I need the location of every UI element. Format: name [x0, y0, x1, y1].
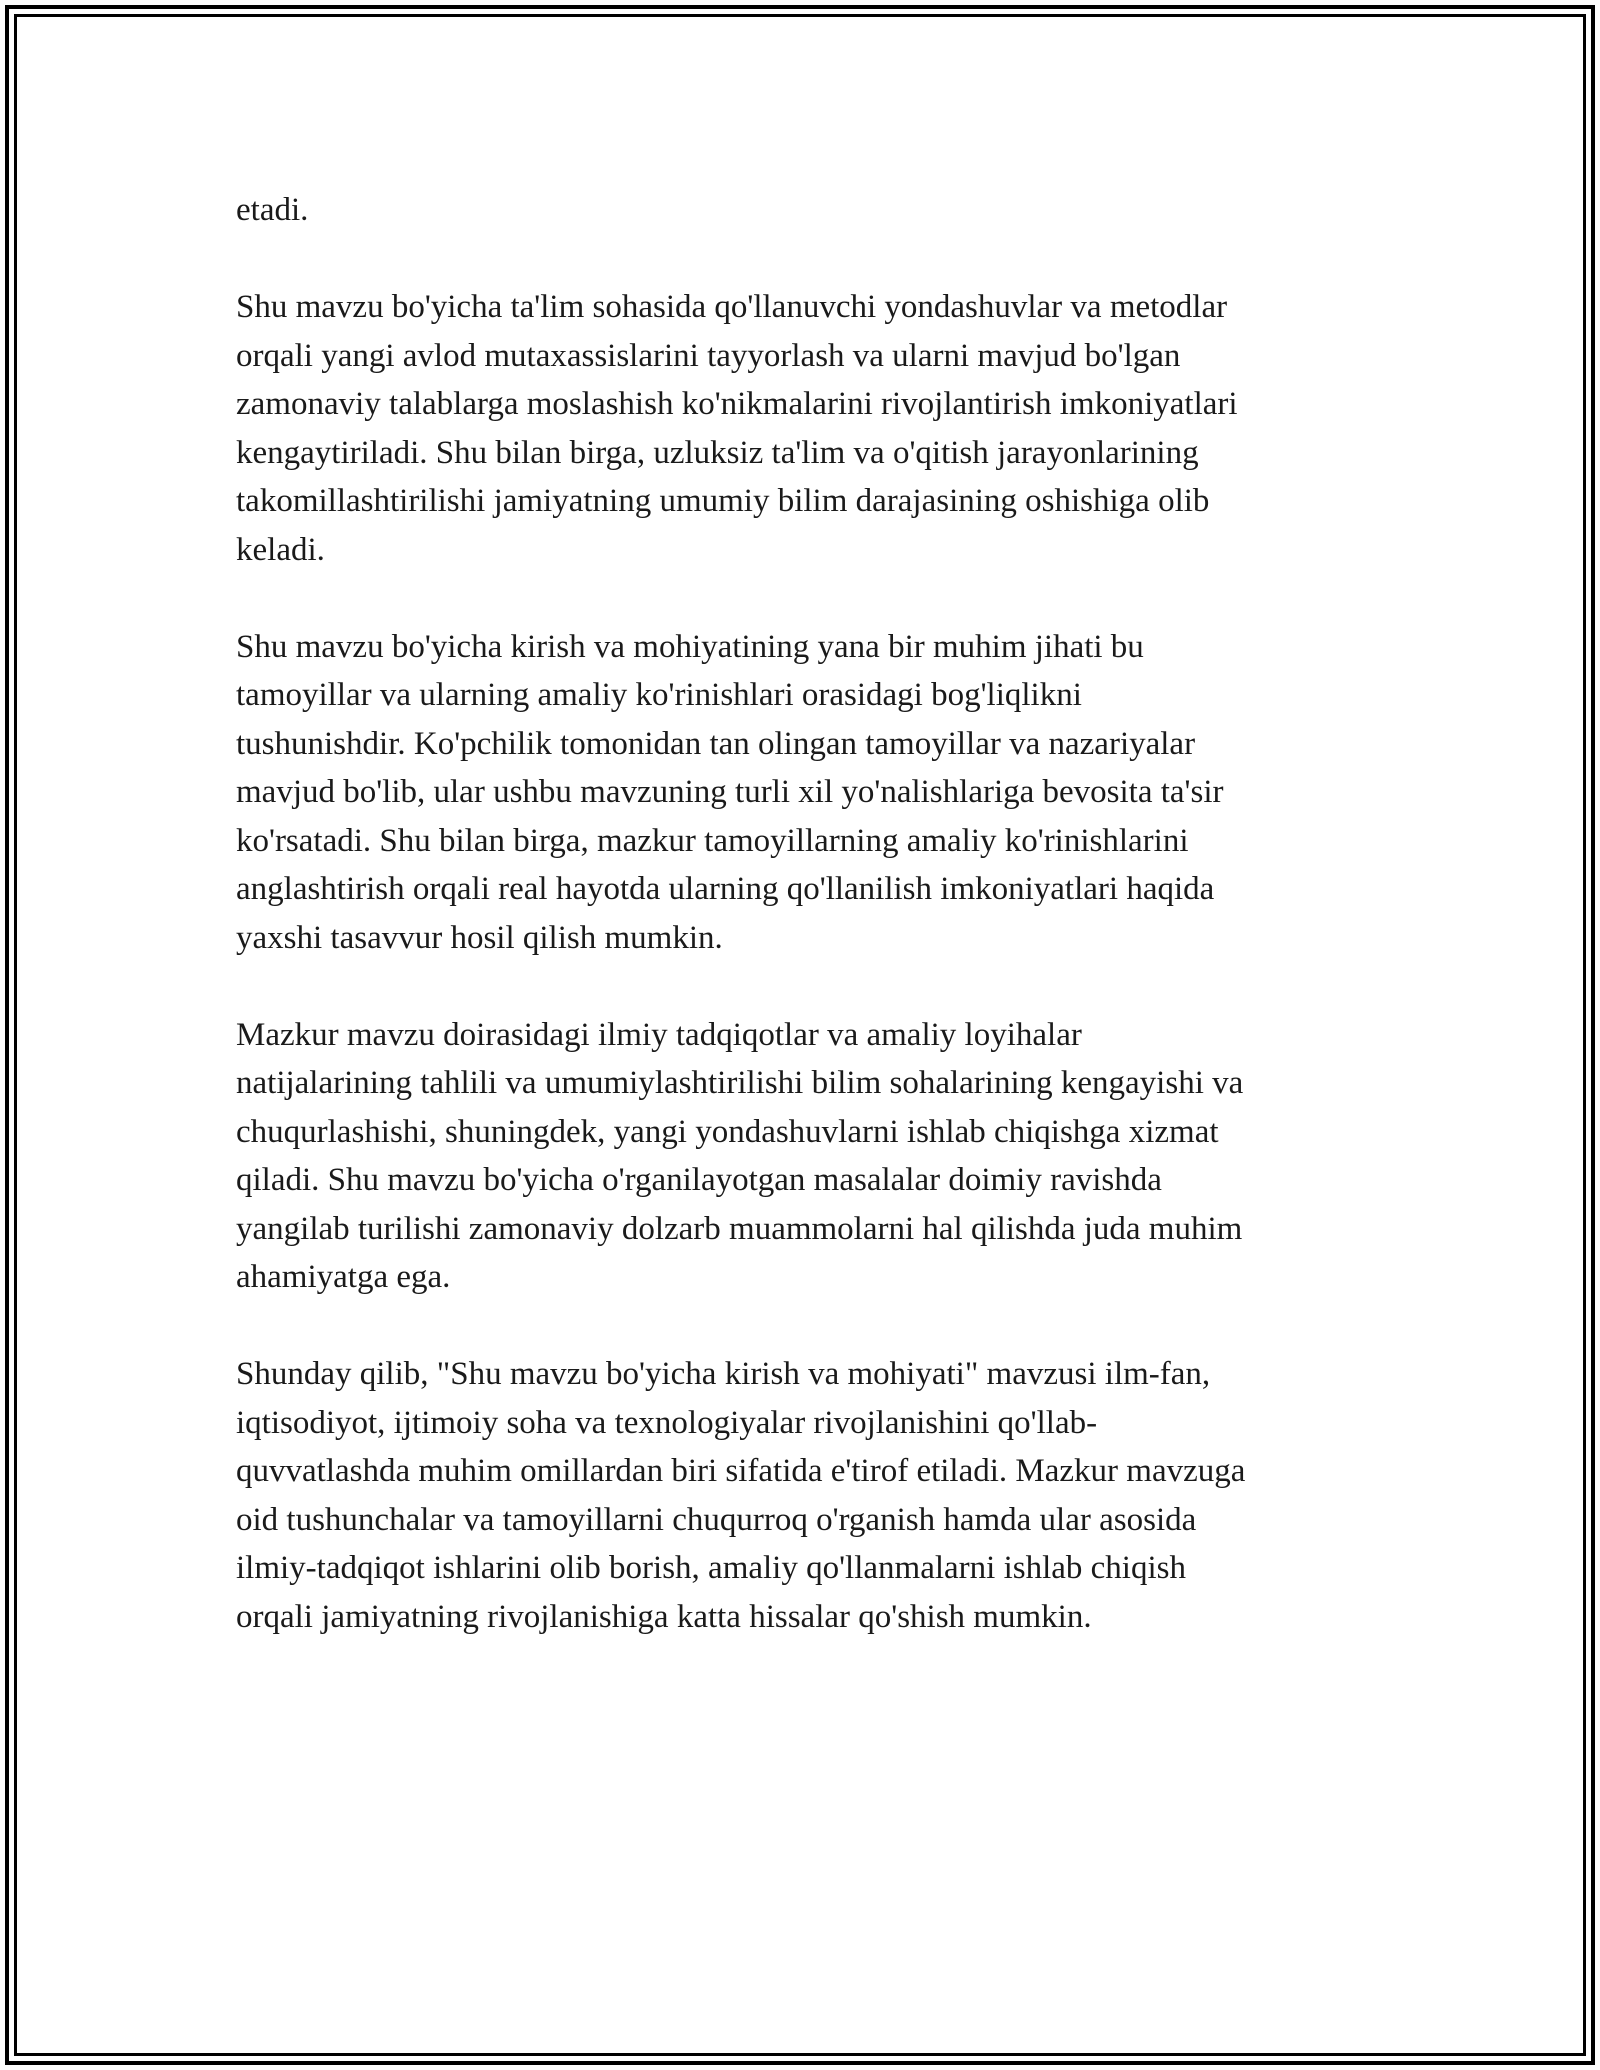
paragraph-1 — [236, 186, 1366, 235]
text-line: yangilab turilishi zamonaviy dolzarb muammolarni hal qilishda juda muhim — [236, 1210, 1243, 1247]
text-line: ko'rsatadi. Shu bilan birga, mazkur tamoyillarning amaliy ko'rinishlarini — [236, 822, 1189, 859]
paragraph-4 — [236, 1011, 1366, 1302]
text-line: chuqurlashishi, shuningdek, yangi yondashuvlarni ishlab chiqishga xizmat — [236, 1113, 1219, 1150]
text-line: tushunishdir. Ko'pchilik tomonidan tan olingan tamoyillar va nazariyalar — [236, 725, 1196, 762]
text-line: keladi. — [236, 531, 325, 568]
text-line: yaxshi tasavvur hosil qilish mumkin. — [236, 919, 723, 956]
text-line: Shunday qilib, "Shu mavzu bo'yicha kirish va mohiyati" mavzusi ilm-fan, — [236, 1356, 1211, 1392]
text-line: kengaytiriladi. Shu bilan birga, uzluksiz ta'lim va o'qitish jarayonlarining — [236, 434, 1199, 471]
text-line: tamoyillar va ularning amaliy ko'rinishlari orasidagi bog'liqlikni — [236, 677, 1082, 713]
text-line: oid tushunchalar va tamoyillarni chuqurroq o'rganish hamda ular asosida — [236, 1501, 1197, 1538]
text-line: orqali jamiyatning rivojlanishiga katta hissalar qo'shish mumkin. — [236, 1598, 1092, 1635]
text-line: iqtisodiyot, ijtimoiy soha va texnologiyalar rivojlanishini qo'llab- — [236, 1404, 1098, 1441]
text-line: natijalarining tahlili va umumiylashtirilishi bilim sohalarining kengayishi va — [236, 1065, 1244, 1101]
document-body — [236, 186, 1366, 1690]
paragraph-5 — [236, 1350, 1366, 1641]
text-line: ahamiyatga ega. — [236, 1259, 451, 1295]
paragraph-2 — [236, 283, 1366, 574]
paragraph-3 — [236, 623, 1366, 963]
text-line: Mazkur mavzu doirasidagi ilmiy tadqiqotlar va amaliy loyihalar — [236, 1016, 1082, 1053]
text-line: mavjud bo'lib, ular ushbu mavzuning turli xil yo'nalishlariga bevosita ta'sir — [236, 774, 1224, 810]
text-line: takomillashtirilishi jamiyatning umumiy bilim darajasining oshishiga olib — [236, 483, 1210, 519]
text-line: ilmiy-tadqiqot ishlarini olib borish, amaliy qo'llanmalarni ishlab chiqish — [236, 1550, 1186, 1586]
text-line: zamonaviy talablarga moslashish ko'nikmalarini rivojlantirish imkoniyatlari — [236, 386, 1238, 422]
text-line: etadi. — [236, 192, 309, 228]
text-line: qiladi. Shu mavzu bo'yicha o'rganilayotgan masalalar doimiy ravishda — [236, 1162, 1162, 1198]
text-line: anglashtirish orqali real hayotda ularning qo'llanilish imkoniyatlari haqida — [236, 871, 1215, 907]
text-line: Shu mavzu bo'yicha ta'lim sohasida qo'llanuvchi yondashuvlar va metodlar — [236, 289, 1228, 325]
text-line: quvvatlashda muhim omillardan biri sifatida e'tirof etiladi. Mazkur mavzuga — [236, 1453, 1246, 1489]
text-line: orqali yangi avlod mutaxassislarini tayyorlash va ularni mavjud bo'lgan — [236, 337, 1181, 374]
text-line: Shu mavzu bo'yicha kirish va mohiyatining yana bir muhim jihati bu — [236, 628, 1144, 665]
